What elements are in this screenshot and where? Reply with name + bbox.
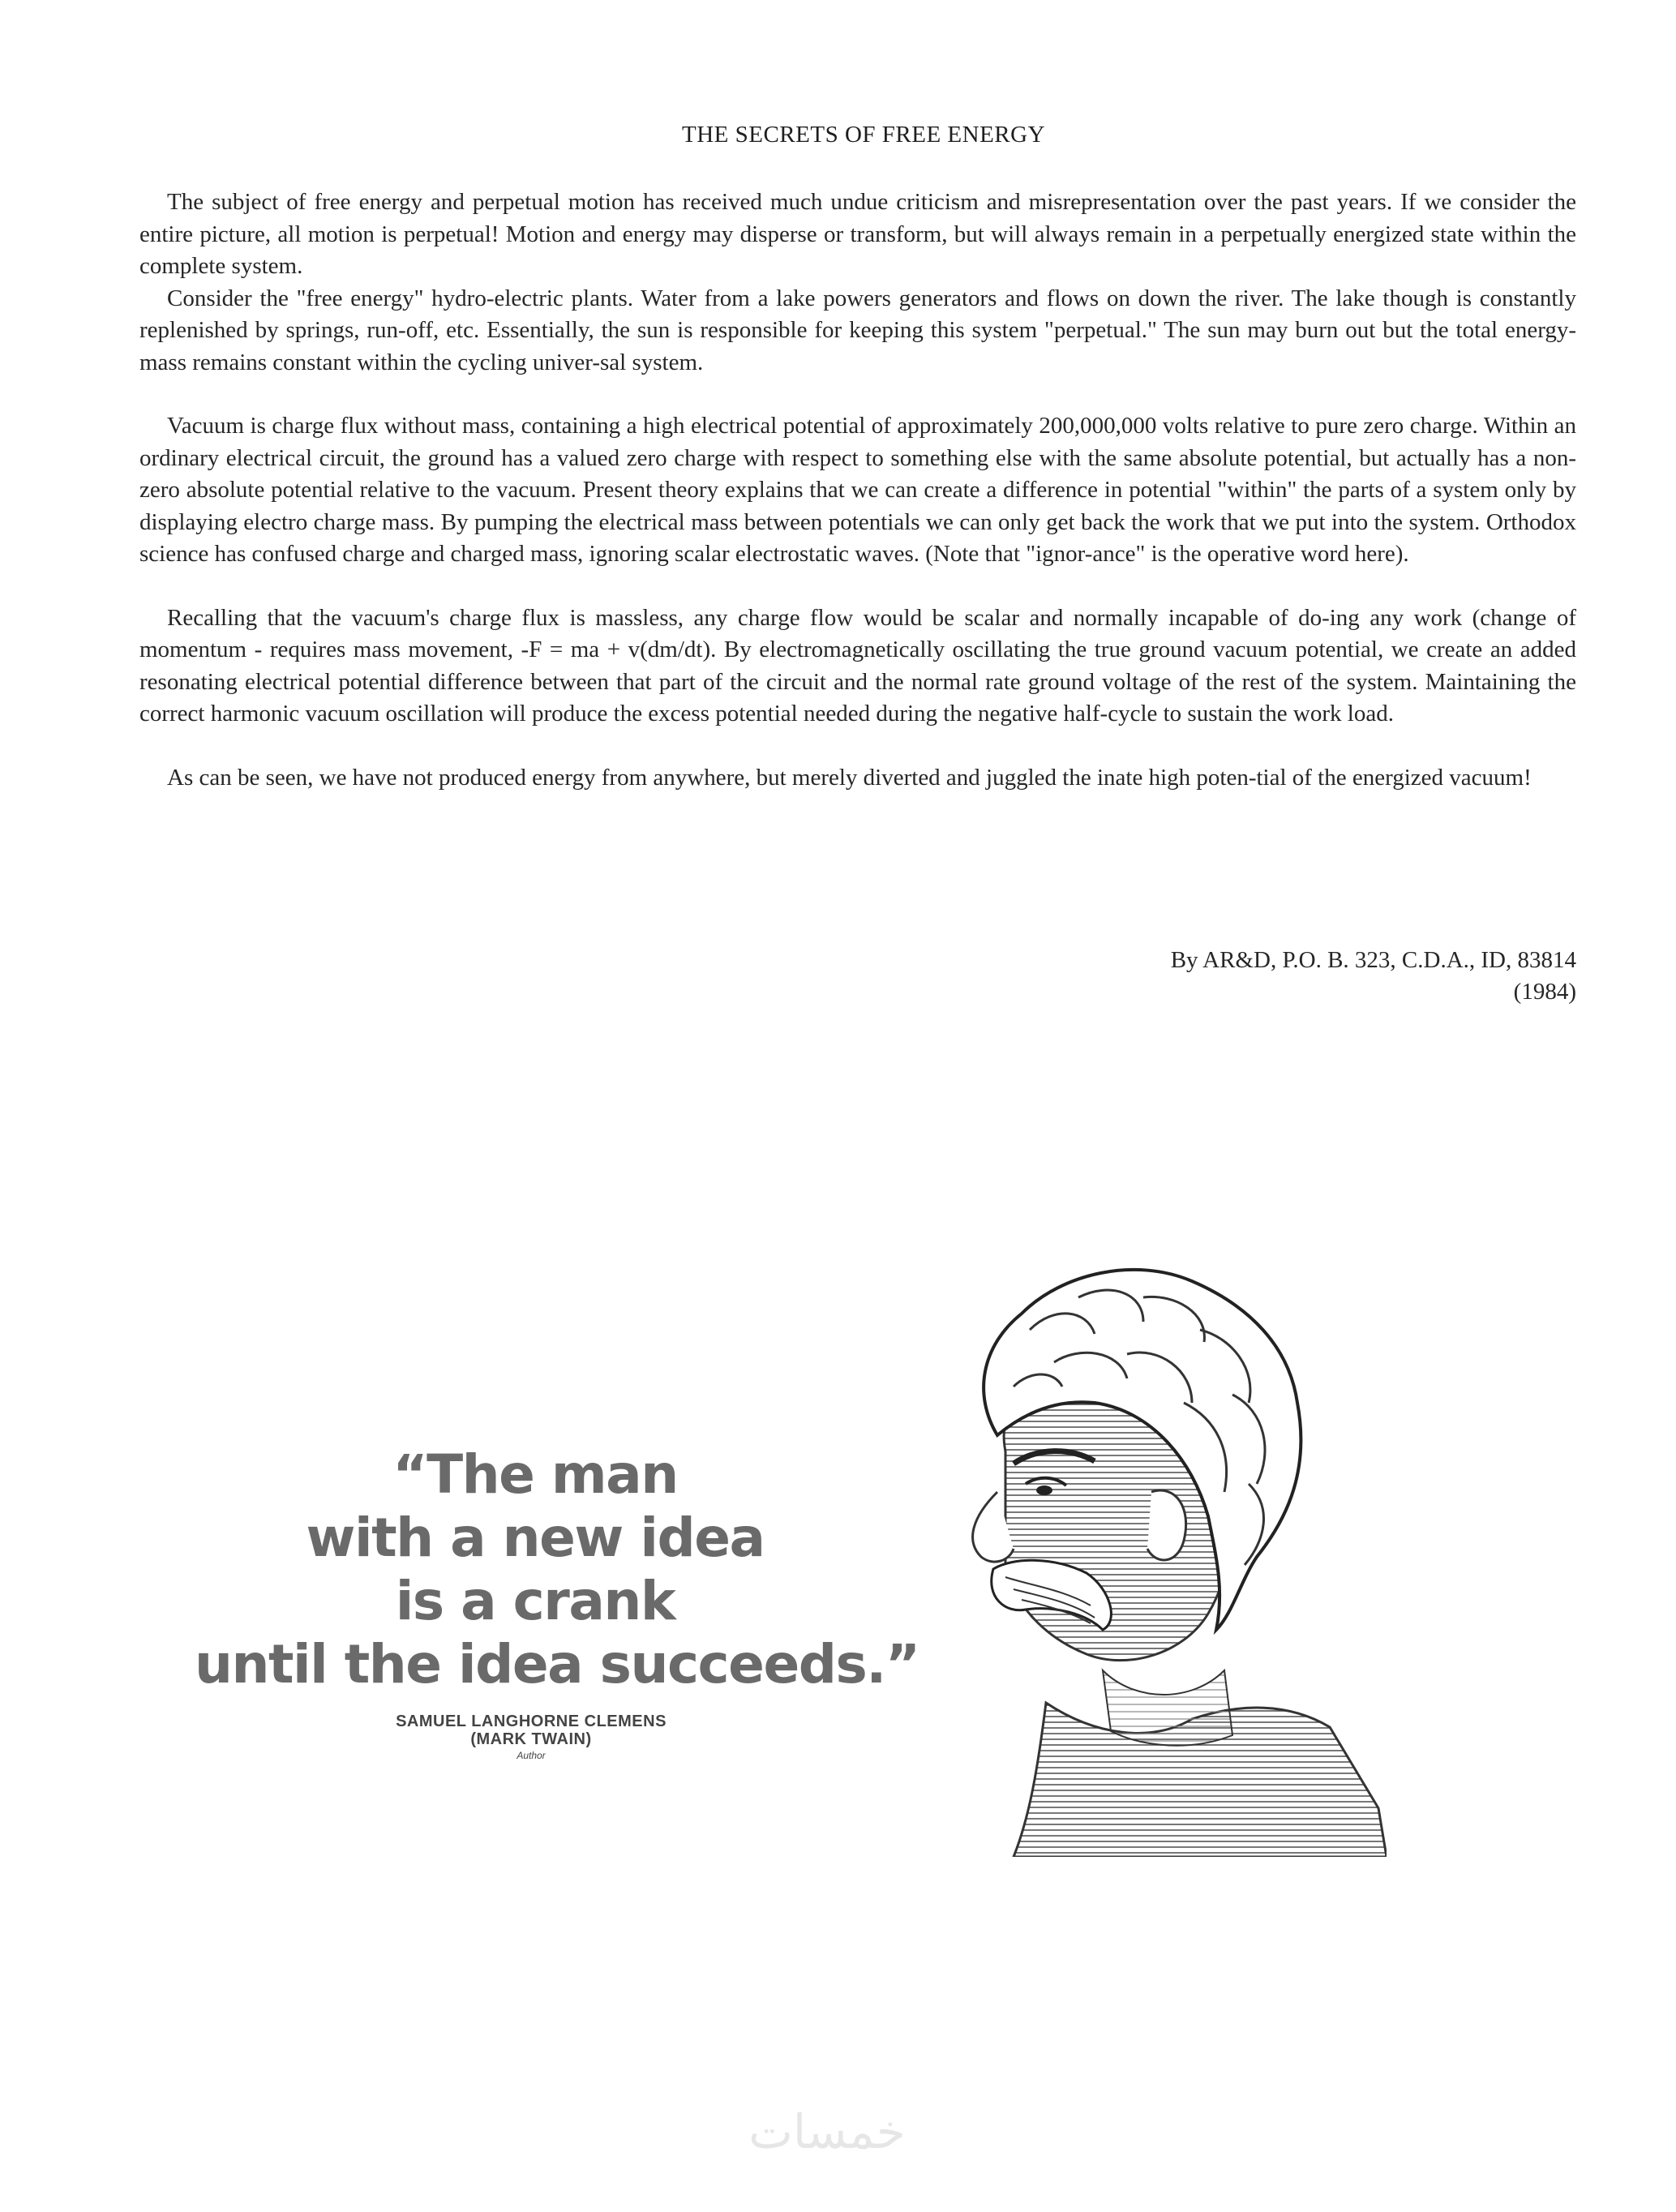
mark-twain-quote bbox=[195, 1443, 919, 1696]
quote-line-2: with a new idea bbox=[306, 1507, 765, 1569]
byline bbox=[1171, 945, 1576, 1008]
quote-line-4: until the idea succeeds.” bbox=[195, 1633, 919, 1695]
byline-year: (1984) bbox=[1513, 979, 1576, 1005]
quote-attribution bbox=[357, 1713, 705, 1763]
attribution-role: Author bbox=[517, 1750, 546, 1761]
quote-line-1: “The man bbox=[392, 1443, 678, 1506]
article-body bbox=[139, 186, 1576, 794]
paragraph-5: As can be seen, we have not produced energy from anywhere, but merely diverted and juggled the inate high poten-tial of the energized vacuum! bbox=[167, 764, 1532, 791]
watermark: خمسات bbox=[748, 2104, 906, 2159]
paragraph-2: Consider the "free energy" hydro-electric plants. Water from a lake powers generators and flows on down the river. The lake though is constantly replenished by springs, run-off, etc. Essentially, the sun is responsible for keeping this system "perpetual." The sun may burn out but the total energy-mass remains constant within the cycling univer-sal system. bbox=[139, 285, 1576, 375]
quote-line-3: is a crank bbox=[395, 1570, 675, 1632]
attribution-alias: (MARK TWAIN) bbox=[470, 1730, 592, 1748]
paragraph-1: The subject of free energy and perpetual motion has received much undue criticism and misrepresentation over the past years. If we consider the entire picture, all motion is perpetual! Motion and energy may disperse or transform, but will always remain in a perpetually energized state within the complete system. bbox=[139, 189, 1576, 279]
byline-address: By AR&D, P.O. B. 323, C.D.A., ID, 83814 bbox=[1170, 947, 1576, 973]
page-title: THE SECRETS OF FREE ENERGY bbox=[681, 122, 1046, 148]
attribution-name: SAMUEL LANGHORNE CLEMENS bbox=[396, 1713, 667, 1730]
paragraph-3: Vacuum is charge flux without mass, containing a high electrical potential of approximately 200,000,000 volts relative to pure zero charge. Within an ordinary electrical circuit, the ground has a valued zero charge with respect to something else with the same absolute potential, but actually has a non-zero absolute potential relative to the vacuum. Present theory explains that we can create a difference in potential "within" the parts of a system only by displaying electro charge mass. By pumping the electrical mass between potentials we can only get back the work that we put into the system. Orthodox science has confused charge and charged mass, ignoring scalar electrostatic waves. (Note that "ignor-ance" is the operative word here). bbox=[139, 413, 1576, 567]
paragraph-4: Recalling that the vacuum's charge flux is massless, any charge flow would be scalar and normally incapable of do-ing any work (change of momentum - requires mass movement, -F = ma + v(dm/dt). By electromagnetically oscillating the true ground vacuum potential, we create an added resonating electrical potential difference between that part of the circuit and the normal rate ground voltage of the rest of the system. Maintaining the correct harmonic vacuum oscillation will produce the excess potential needed during the negative half-cycle to sustain the work load. bbox=[139, 604, 1576, 727]
mark-twain-portrait-illustration bbox=[949, 1249, 1387, 1857]
